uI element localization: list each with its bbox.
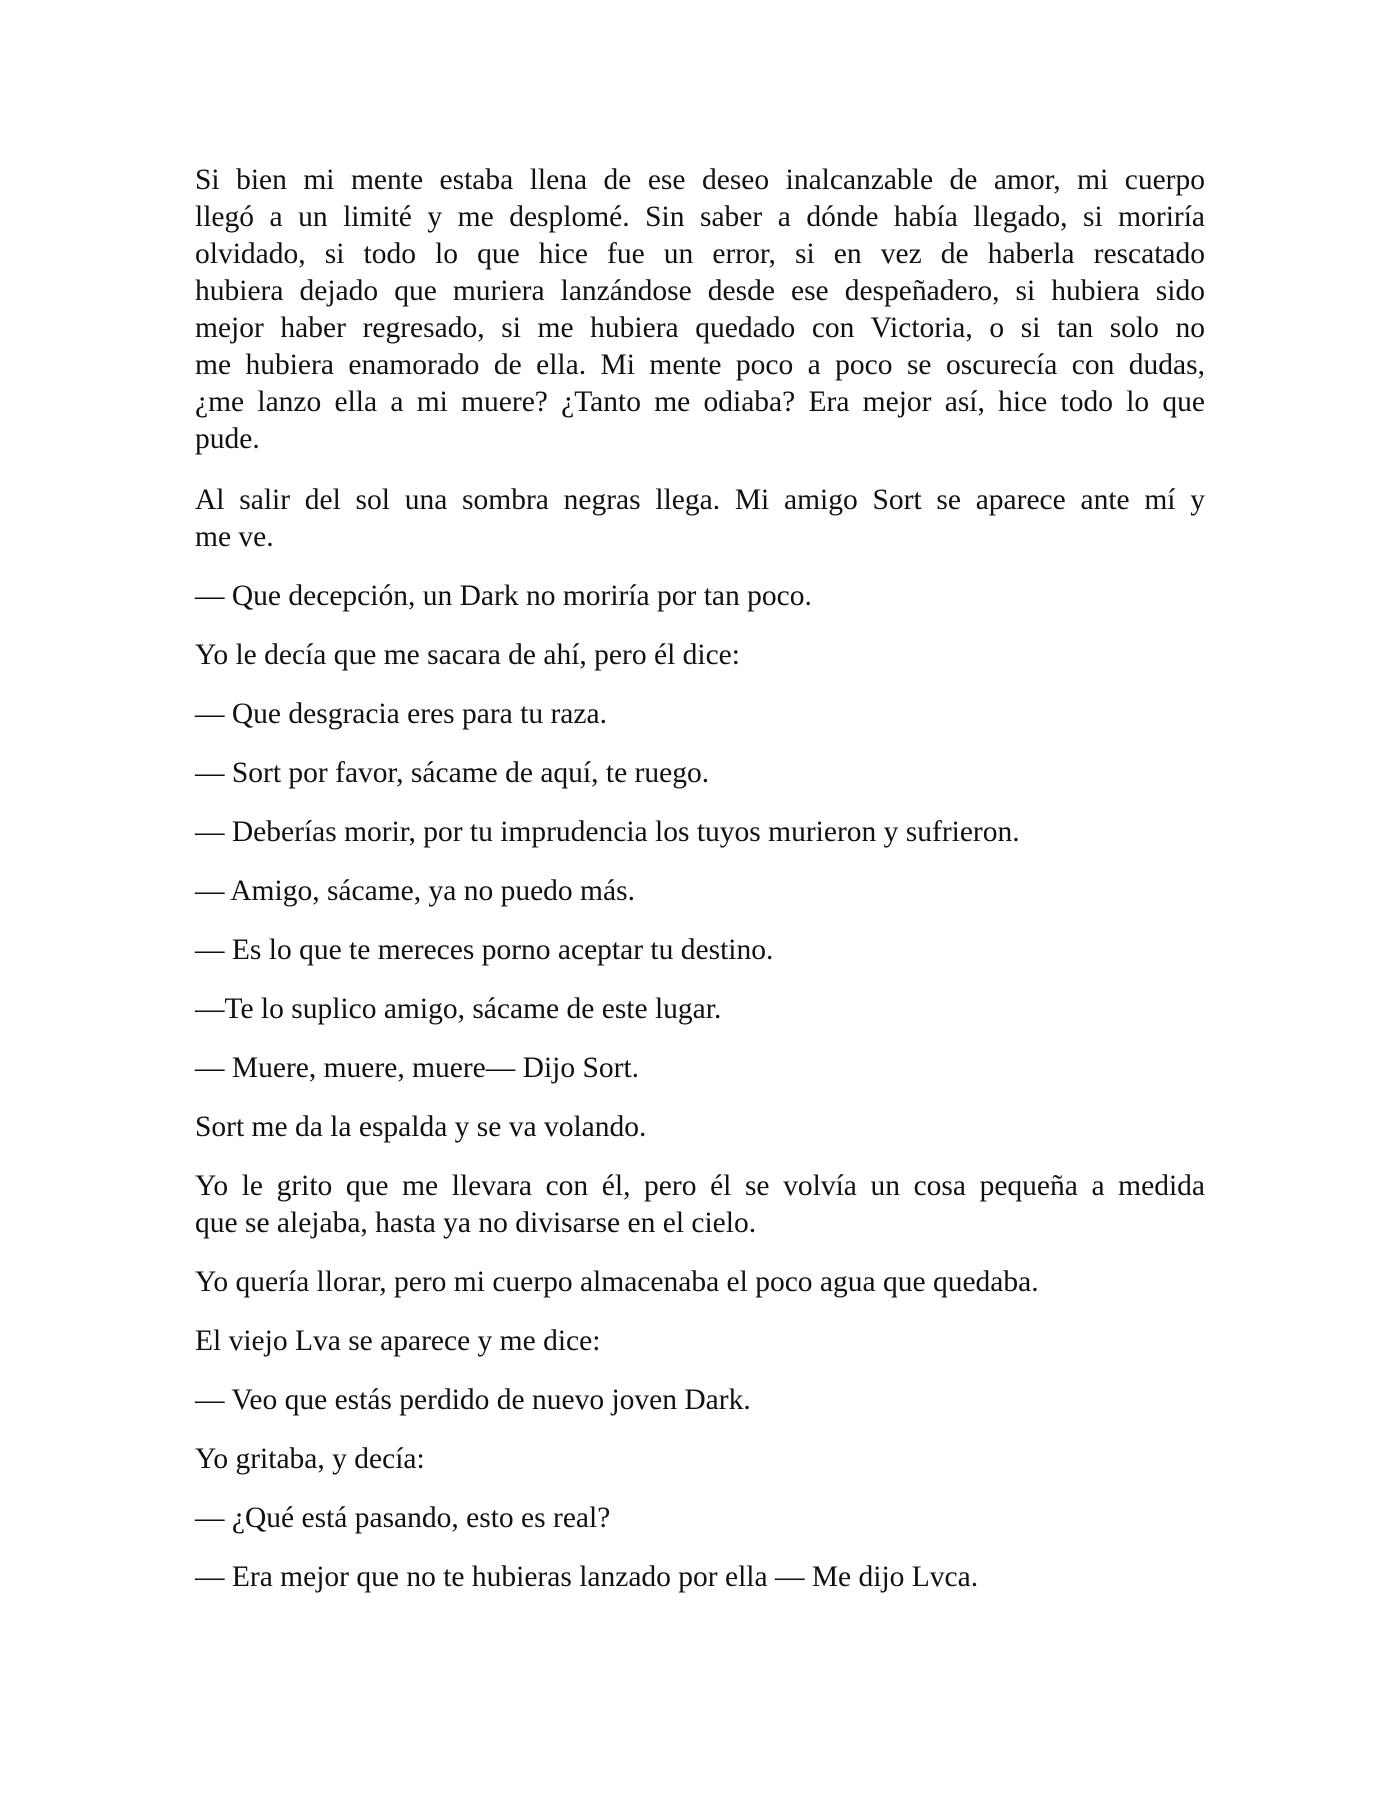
text-line: Yo le grito que me llevara con él, pero él se volvía un cosa pequeña a medida [195, 1170, 1205, 1202]
text-line: hubiera dejado que muriera lanzándose desde ese despeñadero, si hubiera sido [195, 275, 1205, 307]
dialogue-line: — Sort por favor, sácame de aquí, te ruego. [195, 757, 710, 789]
paragraph: Yo quería llorar, pero mi cuerpo almacenaba el poco agua que quedaba. [195, 1266, 1039, 1298]
document-page [195, 162, 1205, 1618]
text-line: olvidado, si todo lo que hice fue un error, si en vez de haberla rescatado [195, 238, 1205, 270]
dialogue-line: — Que desgracia eres para tu raza. [195, 698, 607, 730]
dialogue-line: — Deberías morir, por tu imprudencia los tuyos murieron y sufrieron. [195, 816, 1020, 848]
text-line: pude. [195, 423, 260, 455]
paragraph: El viejo Lva se aparece y me dice: [195, 1325, 601, 1357]
text-line: ¿me lanzo ella a mi muere? ¿Tanto me odiaba? Era mejor así, hice todo lo que [195, 386, 1205, 418]
dialogue-line: — Que decepción, un Dark no moriría por tan poco. [195, 580, 812, 612]
paragraph: Yo gritaba, y decía: [195, 1443, 425, 1475]
text-line: Al salir del sol una sombra negras llega. Mi amigo Sort se aparece ante mí y [195, 484, 1205, 516]
text-line: llegó a un limité y me desplomé. Sin saber a dónde había llegado, si moriría [195, 201, 1205, 233]
dialogue-line: — ¿Qué está pasando, esto es real? [195, 1502, 611, 1534]
dialogue-line: — Era mejor que no te hubieras lanzado por ella — Me dijo Lvca. [195, 1561, 979, 1593]
text-line: que se alejaba, hasta ya no divisarse en el cielo. [195, 1207, 757, 1239]
paragraph-2 [195, 482, 1205, 556]
dialogue-line: — Es lo que te mereces porno aceptar tu destino. [195, 934, 774, 966]
paragraph: Sort me da la espalda y se va volando. [195, 1111, 647, 1143]
text-line: Si bien mi mente estaba llena de ese deseo inalcanzable de amor, mi cuerpo [195, 164, 1205, 196]
paragraph-13 [195, 1168, 1205, 1242]
paragraph: Yo le decía que me sacara de ahí, pero él dice: [195, 639, 740, 671]
dialogue-line: — Amigo, sácame, ya no puedo más. [195, 875, 635, 907]
text-line: mejor haber regresado, si me hubiera quedado con Victoria, o si tan solo no [195, 312, 1205, 344]
paragraph-1 [195, 162, 1205, 458]
dialogue-line: — Veo que estás perdido de nuevo joven Dark. [195, 1384, 751, 1416]
text-line: me hubiera enamorado de ella. Mi mente poco a poco se oscurecía con dudas, [195, 349, 1205, 381]
text-line: me ve. [195, 521, 274, 553]
dialogue-line: — Muere, muere, muere— Dijo Sort. [195, 1052, 640, 1084]
dialogue-line: —Te lo suplico amigo, sácame de este lugar. [195, 993, 722, 1025]
